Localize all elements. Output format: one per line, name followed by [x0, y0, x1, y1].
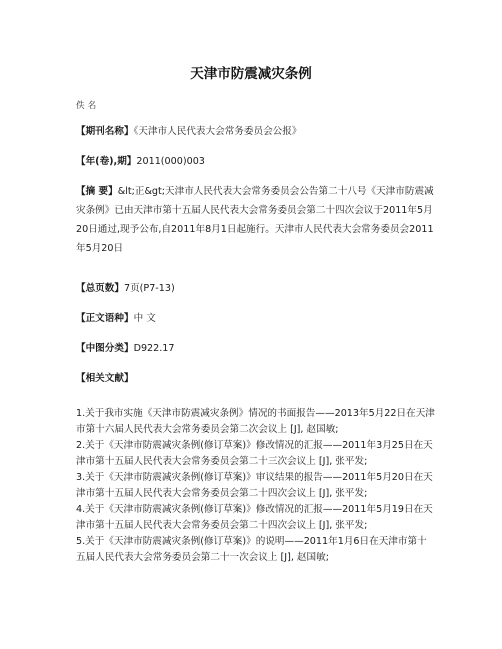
year-issue-label: 【年(卷),期】	[76, 156, 137, 167]
pages-value: 7页(P7-13)	[123, 283, 175, 294]
journal-field	[76, 122, 436, 141]
pages-label: 【总页数】	[76, 283, 124, 294]
language-value: 中 文	[133, 313, 156, 324]
clc-value: D922.17	[133, 343, 175, 354]
reference-item: 1.关于我市实施《天津市防震减灾条例》情况的书面报告——2013年5月22日在天津市第十六届人民代表大会常务委员会第二次会议上 [J], 赵国敏;	[76, 408, 435, 435]
clc-label: 【中图分类】	[76, 343, 134, 354]
abstract-value: &lt;正&gt;天津市人民代表大会常务委员会公告第二十八号《天津市防震减灾条例》已由天津市第十五届人民代表大会常务委员会第二十四次会议于2011年5月20日通过,现予公布,自2011年8月1日起施行。天津市人民代表大会常务委员会2011年5月20日	[76, 186, 434, 254]
abstract-field	[76, 182, 436, 258]
related-heading	[76, 369, 436, 388]
reference-item: 5.关于《天津市防震减灾条例(修订草案)》的说明——2011年1月6日在天津市第十五届人民代表大会常务委员会第二十一次会议上 [J], 赵国敏;	[76, 536, 427, 563]
reference-item: 2.关于《天津市防震减灾条例(修订草案)》修改情况的汇报——2011年3月25日在天津市第十五届人民代表大会常务委员会第二十三次会议上 [J], 张平发;	[76, 440, 433, 467]
reference-item: 4.关于《天津市防震减灾条例(修订草案)》修改情况的汇报——2011年5月19日在天津市第十五届人民代表大会常务委员会第二十四次会议上 [J], 张平发;	[76, 504, 433, 531]
pages-field	[76, 279, 436, 298]
language-field	[76, 309, 436, 328]
year-issue-value: 2011(000)003	[136, 156, 205, 167]
language-label: 【正文语种】	[76, 313, 134, 324]
related-label: 【相关文献】	[76, 373, 134, 384]
year-issue-field	[76, 152, 436, 171]
author: 佚名	[76, 101, 100, 111]
document-title: 天津市防震减灾条例	[190, 66, 312, 82]
reference-item: 3.关于《天津市防震减灾条例(修订草案)》审议结果的报告——2011年5月20日在天津市第十五届人民代表大会常务委员会第二十四次会议上 [J], 张平发;	[76, 472, 433, 499]
reference-list	[76, 406, 436, 566]
abstract-label: 【摘 要】	[76, 186, 118, 197]
journal-value: 《天津市人民代表大会常务委员会公报》	[133, 126, 302, 137]
journal-label: 【期刊名称】	[76, 126, 134, 137]
clc-field	[76, 339, 436, 358]
